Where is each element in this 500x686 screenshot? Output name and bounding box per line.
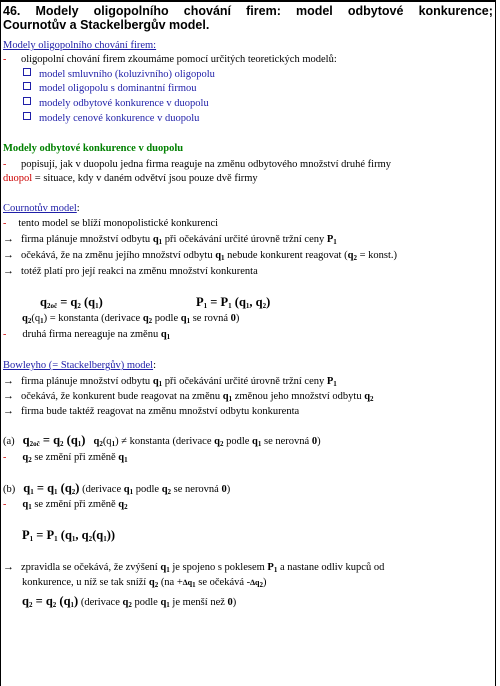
- checkbox-square-icon: [23, 68, 31, 76]
- list-item: model oligopolu s dominantní firmou: [23, 82, 197, 95]
- conclusion-line-1: → zpravidla se očekává, že zvýšení $q_1$ je spojeno s poklesem $P_1$ a nastane odliv kupců od: [3, 561, 385, 574]
- section-heading-oligopoly-models: Modely oligopolního chování firem:: [3, 40, 157, 51]
- title-word: firem:: [246, 4, 281, 18]
- intro-text: oligopolní chování firem zkoumáme pomocí určitých teoretických modelů:: [20, 54, 337, 65]
- title-word: 46.: [3, 4, 21, 18]
- title-line-2: Cournotův a Stackelbergův model.: [3, 18, 210, 32]
- list-item: model smluvního (koluzivního) oligopolu: [23, 68, 215, 81]
- cournot-heading: Cournotův model:: [3, 203, 80, 214]
- list-item: - tento model se blíží monopolistické konkurenci: [3, 218, 219, 229]
- list-item: → firma bude taktéž reagovat na změnu množství odbytu konkurenta: [3, 405, 300, 417]
- equation-q2-expected: $q_{2oč} = q_2$ $(q_1)$: [40, 295, 103, 310]
- arrow-icon: →: [3, 249, 14, 261]
- list-item: modely odbytové konkurence v duopolu: [23, 97, 209, 110]
- cournot-note-constant: $q_2(q_1)$ = konstanta (derivace $q_2$ podle $q_1$ se rovná 0): [22, 313, 240, 325]
- equation-q2-final: $q_2 = q_2$ $(q_1)$ (derivace $q_2$ podle $q_1$ je menší než 0): [22, 594, 237, 609]
- title-word: model: [295, 4, 333, 18]
- checkbox-square-icon: [23, 97, 31, 105]
- equation-price: $P_1 = P_1$ ($q_1$, $q_2$): [196, 295, 271, 310]
- checkbox-square-icon: [23, 82, 31, 90]
- list-item: → očekává, že konkurent bude reagovat na změnu $q_1$ změnou jeho množství odbytu $q_2$: [3, 390, 374, 403]
- arrow-icon: →: [3, 375, 14, 387]
- list-item: → totéž platí pro její reakci na změnu množství konkurenta: [3, 265, 258, 277]
- intro-line: [3, 54, 337, 66]
- description-line: - popisují, jak v duopolu jedna firma reaguje na změnu odbytového množství druhé firmy: [3, 159, 392, 170]
- list-item: → firma plánuje množství odbytu $q_1$ při očekávání určité úrovně tržní ceny $P_1$: [3, 375, 337, 388]
- case-b-note: - $q_1$ se změní při změně $q_2$: [3, 499, 128, 511]
- checkbox-square-icon: [23, 112, 31, 120]
- arrow-icon: →: [3, 233, 14, 245]
- arrow-icon: →: [3, 561, 14, 573]
- title-line-1: [3, 4, 493, 18]
- list-item: → firma plánuje množství odbytu $q_1$ při očekávání určité úrovně tržní ceny $P_1$: [3, 233, 337, 246]
- title-word: Modely: [35, 4, 79, 18]
- case-a-line: (a) $q_{2oč} = q_2$ $(q_1) q_2(q_1)$ ≠ konstanta (derivace $q_2$ podle $q_1$ se nerovná 0): [3, 433, 321, 448]
- equation-price-stackelberg: $P_1 = P_1$ ($q_1$, $q_2(q_1)$): [22, 528, 116, 543]
- arrow-icon: →: [3, 405, 14, 417]
- arrow-icon: →: [3, 265, 14, 277]
- title-word: oligopolního: [93, 4, 169, 18]
- title-word: odbytové: [347, 4, 404, 18]
- cournot-note-no-reaction: - druhá firma nereaguje na změnu $q_1$: [3, 329, 171, 341]
- case-b-line: (b) $q_1 = q_1$ $(q_2)$ (derivace $q_1$ podle $q_2$ se nerovná 0): [3, 481, 231, 496]
- list-item: → očekává, že na změnu jejího množství odbytu $q_1$ nebude konkurent reagovat ($q_2$ = konst.): [3, 249, 397, 262]
- list-item: modely cenové konkurence v duopolu: [23, 112, 199, 125]
- section-heading-output-competition: Modely odbytové konkurence v duopolu: [3, 143, 184, 154]
- case-a-note: - $q_2$ se změní při změně $q_1$: [3, 452, 128, 464]
- bowley-heading: Bowleyho (= Stackelbergův) model:: [3, 360, 156, 371]
- dash-marker: -: [3, 159, 7, 170]
- arrow-icon: →: [3, 390, 14, 402]
- title-word: konkurence;: [418, 4, 493, 18]
- duopol-definition: duopol = situace, kdy v daném odvětví jsou pouze dvě firmy: [3, 173, 258, 184]
- title-word: chování: [183, 4, 232, 18]
- conclusion-line-2: konkurence, u níž se tak sníží $q_2$ ($na +\Delta q_1$ se očekává $-\Delta q_2$): [22, 577, 267, 589]
- dash-marker: -: [3, 54, 7, 65]
